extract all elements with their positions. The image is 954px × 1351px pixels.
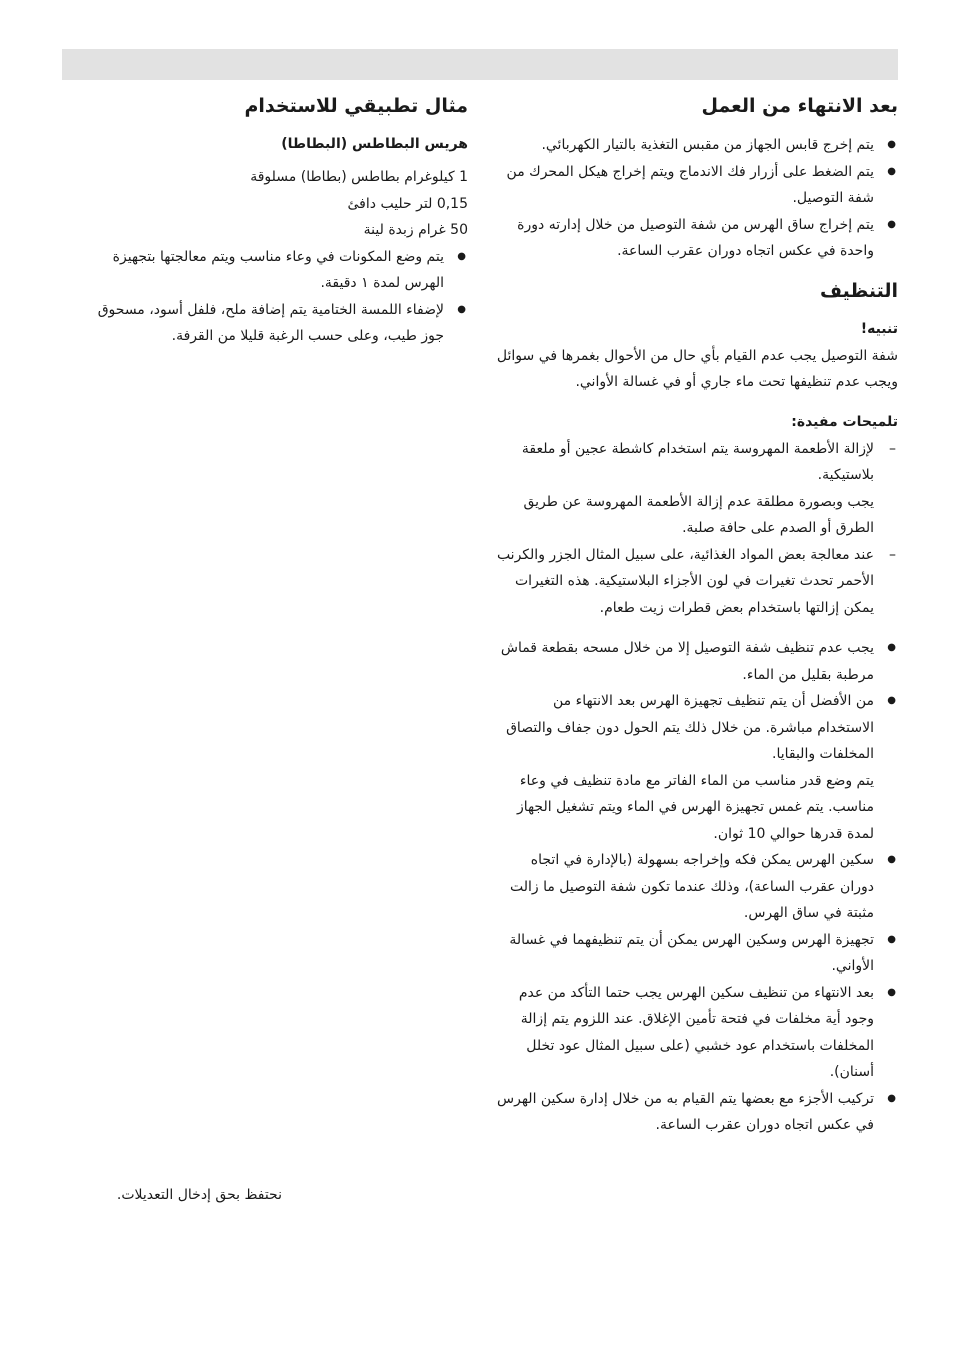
example-title: مثال تطبيقي للاستخدام xyxy=(244,95,468,117)
recipe-title: هريس البطاطس (البطاطا) xyxy=(281,136,468,152)
footer-note: نحتفظ بحق إدخال التعديلات. xyxy=(116,1187,282,1203)
ingredient: 0,15 لتر حليب دافئ xyxy=(347,195,468,212)
item-extra: يتم وضع قدر مناسب من الماء الفاتر مع مادة تنظيف في وعاء مناسب. يتم غمس تجهيزة الهرس في الماء ويتم تشغيل الجهاز لمدة قدرها حوالي 10 ثوان. xyxy=(516,772,874,842)
ingredient: 1 كيلوغرام بطاطس (بطاطا) مسلوقة xyxy=(250,169,468,185)
header-band xyxy=(62,49,898,80)
item-text: ● من الأفضل أن يتم تنظيف تجهيزة الهرس بعد الانتهاء من الاستخدام مباشرة. من خلال ذلك يتم الحول دون جفاف والتصاق المخلفات والبقايا. xyxy=(506,693,874,762)
list-item: ● يتم الضغط على أزرار فك الاندماج ويتم إخراج هيكل المحرك من شفة التوصيل. xyxy=(496,159,898,212)
after-use-list xyxy=(496,132,898,265)
left-column xyxy=(62,92,468,350)
tips-list xyxy=(496,436,898,622)
tip-text: – لإزالة الأطعمة المهروسة يتم استخدام كاشطة عجين أو ملعقة بلاستيكية. xyxy=(521,440,874,483)
tips-title: تلميحات مفيدة: xyxy=(791,413,898,430)
cleaning-list xyxy=(496,635,898,1139)
list-item: ● يتم إخراج ساق الهرس من شفة التوصيل من خلال إدارته دورة واحدة في عكس اتجاه دوران عقرب الساعة. xyxy=(496,212,898,265)
list-item xyxy=(496,688,898,847)
recipe-steps xyxy=(80,244,468,350)
list-item xyxy=(496,927,898,980)
item-text: ● سكين الهرس يمكن فكه وإخراجه بسهولة (بالإدارة في اتجاه دوران عقرب الساعة)، وذلك عندما تكون شفة التوصيل ما زالت مثبتة في ساق الهرس. xyxy=(509,852,874,921)
list-item xyxy=(496,980,898,1086)
list-item: ● يتم إخرج قابس الجهاز من مقبس التغذية بالتيار الكهربائي. xyxy=(496,132,898,159)
item-text: ● يجب عدم تنظيف شفة التوصيل إلا من خلال مسحه بقطعة قماش مرطبة بقليل من الماء. xyxy=(500,640,874,683)
ingredient: 50 غرام زبدة لينة xyxy=(363,222,468,238)
tip-text: – عند معالجة بعض المواد الغذائية، على سبيل المثال الجزر والكرنب الأحمر تحدث تغيرات في لون الأجزاء البلاستيكية. هذه التغيرات يمكن إزالتها باستخدام بعض قطرات زيت طعام. xyxy=(496,546,874,616)
item-text: ● بعد الانتهاء من تنظيف سكين الهرس يجب حتما التأكد من عدم وجود أية مخلفات في فتحة تأمين الإغلاق. عند اللزوم يتم إزالة المخلفات باستخدام عود خشبي (على سبيل المثال عود تخلل أسنان). xyxy=(518,984,874,1080)
cleaning-title: التنظيف xyxy=(819,279,898,302)
caution-title: تنبيه! xyxy=(860,320,898,337)
item-text: ● تجهيزة الهرس وسكين الهرس يمكن أن يتم تنظيفهما في غسالة الأواني. xyxy=(509,931,874,974)
tip-extra: يجب وبصورة مطلقة عدم إزالة الأطعمة المهروسة عن طريق الطرق أو الصدم على حافة صلبة. xyxy=(523,493,874,536)
after-use-title: بعد الانتهاء من العمل xyxy=(701,95,898,117)
list-item xyxy=(496,436,898,542)
list-item xyxy=(496,635,898,688)
caution-text: شفة التوصيل يجب عدم القيام بأي حال من الأحوال بغمرها في سوائل ويجب عدم تنظيفها تحت ماء جاري أو في غسالة الأواني. xyxy=(496,347,898,390)
list-item xyxy=(496,1086,898,1139)
right-column xyxy=(496,92,898,1139)
list-item xyxy=(496,847,898,927)
item-text: ● تركيب الأجزء مع بعضها يتم القيام به من خلال إدارة سكين الهرس في عكس اتجاه دوران عقرب الساعة. xyxy=(497,1090,874,1133)
list-item xyxy=(496,542,898,622)
list-item: ● لإضفاء اللمسة الختامية يتم إضافة ملح، فلفل أسود، مسحوق جوز طيب، وعلى حسب الرغبة قليلا من القرفة. xyxy=(80,297,468,350)
list-item: ● يتم وضع المكونات في وعاء مناسب ويتم معالجتها بتجهيزة الهرس لمدة ١ دقيقة. xyxy=(80,244,468,297)
